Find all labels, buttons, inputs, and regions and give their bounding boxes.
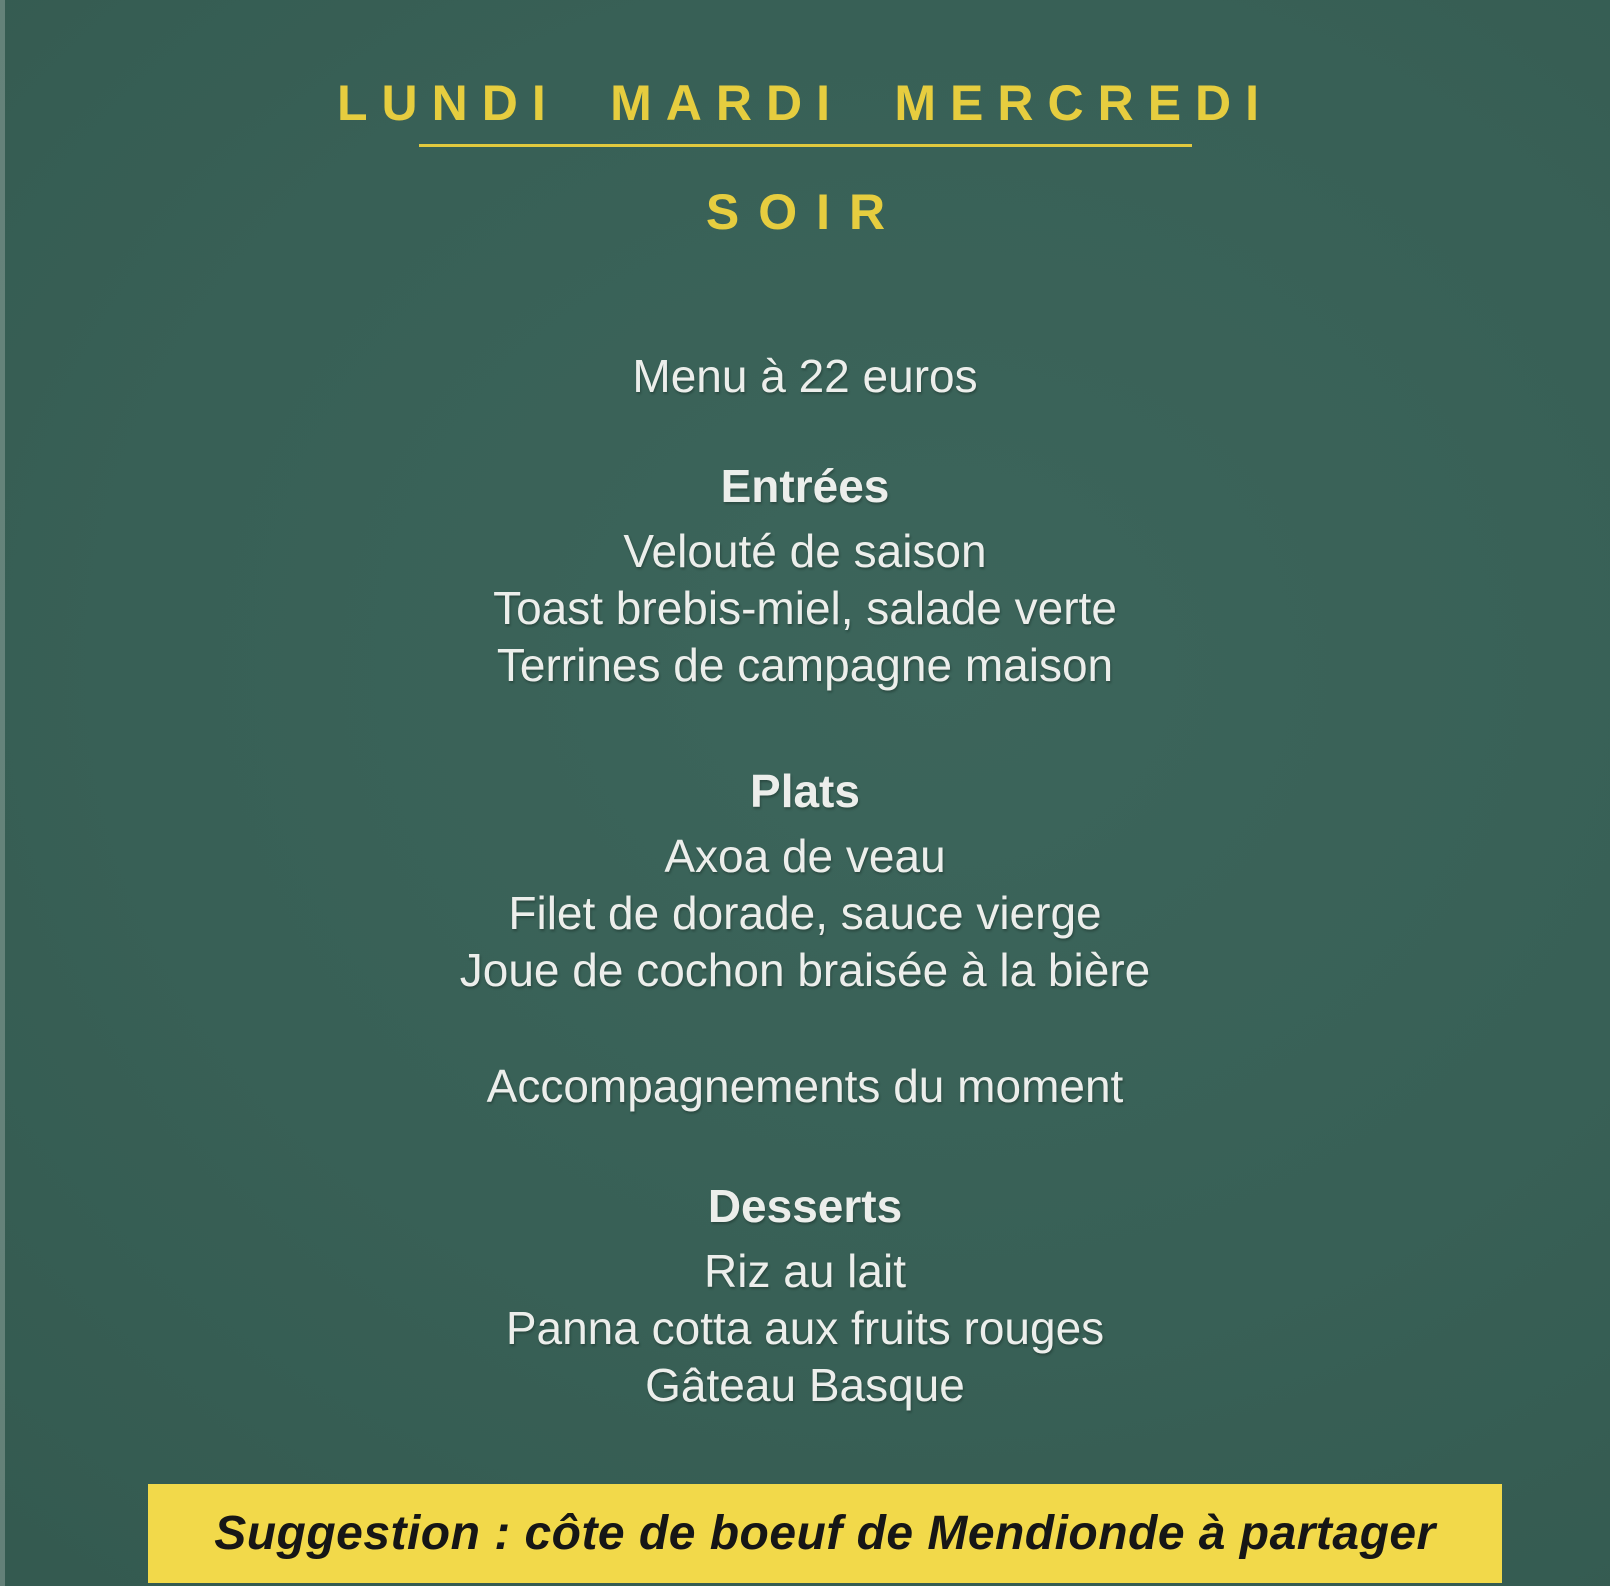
menu-item: Toast brebis-miel, salade verte xyxy=(493,582,1117,634)
suggestion-banner-text: Suggestion : côte de boeuf de Mendionde à partager xyxy=(214,1507,1436,1560)
title-underline xyxy=(419,144,1192,147)
menu-item: Panna cotta aux fruits rouges xyxy=(505,1302,1105,1354)
menu-price-line: Menu à 22 euros xyxy=(632,350,978,402)
menu-item: Gâteau Basque xyxy=(645,1359,965,1411)
menu-item: Riz au lait xyxy=(704,1245,906,1297)
menu-header xyxy=(0,0,1610,240)
menu-item: Velouté de saison xyxy=(623,525,987,577)
left-edge-sliver xyxy=(0,0,5,1586)
menu-item: Filet de dorade, sauce vierge xyxy=(508,887,1102,939)
desserts-list xyxy=(0,1243,1610,1414)
plats-list xyxy=(0,828,1610,999)
menu-item: Joue de cochon braisée à la bière xyxy=(459,944,1151,996)
service-title: SOIR xyxy=(705,184,905,240)
menu-item: Axoa de veau xyxy=(664,830,946,882)
suggestion-banner xyxy=(148,1484,1502,1583)
sides-note: Accompagnements du moment xyxy=(486,1060,1124,1112)
section-heading-plats: Plats xyxy=(750,765,860,817)
days-title: LUNDI MARDI MERCREDI xyxy=(336,75,1274,131)
menu-content xyxy=(0,350,1610,1414)
menu-item: Terrines de campagne maison xyxy=(496,639,1114,691)
section-heading-desserts: Desserts xyxy=(707,1180,903,1232)
entrees-list xyxy=(0,523,1610,694)
section-heading-entrees: Entrées xyxy=(720,460,890,512)
